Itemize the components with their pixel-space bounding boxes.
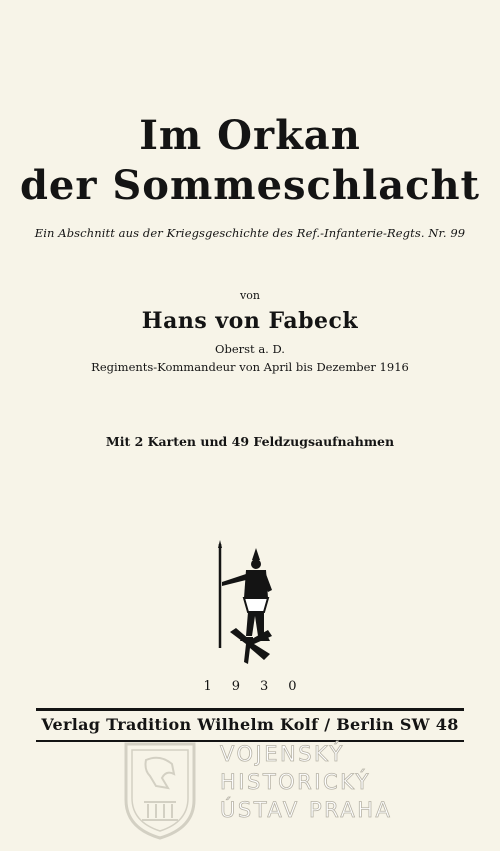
- lion-seal-icon: [122, 740, 198, 840]
- publisher-line: Verlag Tradition Wilhelm Kolf / Berlin SW 48: [41, 715, 459, 734]
- author-name: Hans von Fabeck: [141, 308, 359, 334]
- publication-year: 1930: [203, 679, 317, 694]
- watermark-text: [220, 740, 460, 824]
- watermark-line-1: VOJENSKÝ: [220, 742, 345, 766]
- book-subtitle: Ein Abschnitt aus der Kriegsgeschichte des Ref.-Infanterie-Regts. Nr. 99: [34, 226, 466, 240]
- byline-von: von: [240, 289, 260, 302]
- soldier-emblem-icon: [208, 540, 284, 665]
- watermark-line-3: ÚSTAV PRAHA: [220, 798, 393, 822]
- illustrations-note: Mit 2 Karten und 49 Feldzugsaufnahmen: [105, 434, 395, 449]
- rule-top: [36, 708, 464, 711]
- book-title-line-1: Im Orkan: [139, 112, 361, 159]
- author-role: Regiments-Kommandeur von April bis Dezember 1916: [91, 360, 409, 374]
- book-title-line-2: der Sommeschlacht: [19, 162, 481, 209]
- author-rank: Oberst a. D.: [215, 342, 285, 356]
- watermark-line-2: HISTORICKÝ: [220, 770, 371, 794]
